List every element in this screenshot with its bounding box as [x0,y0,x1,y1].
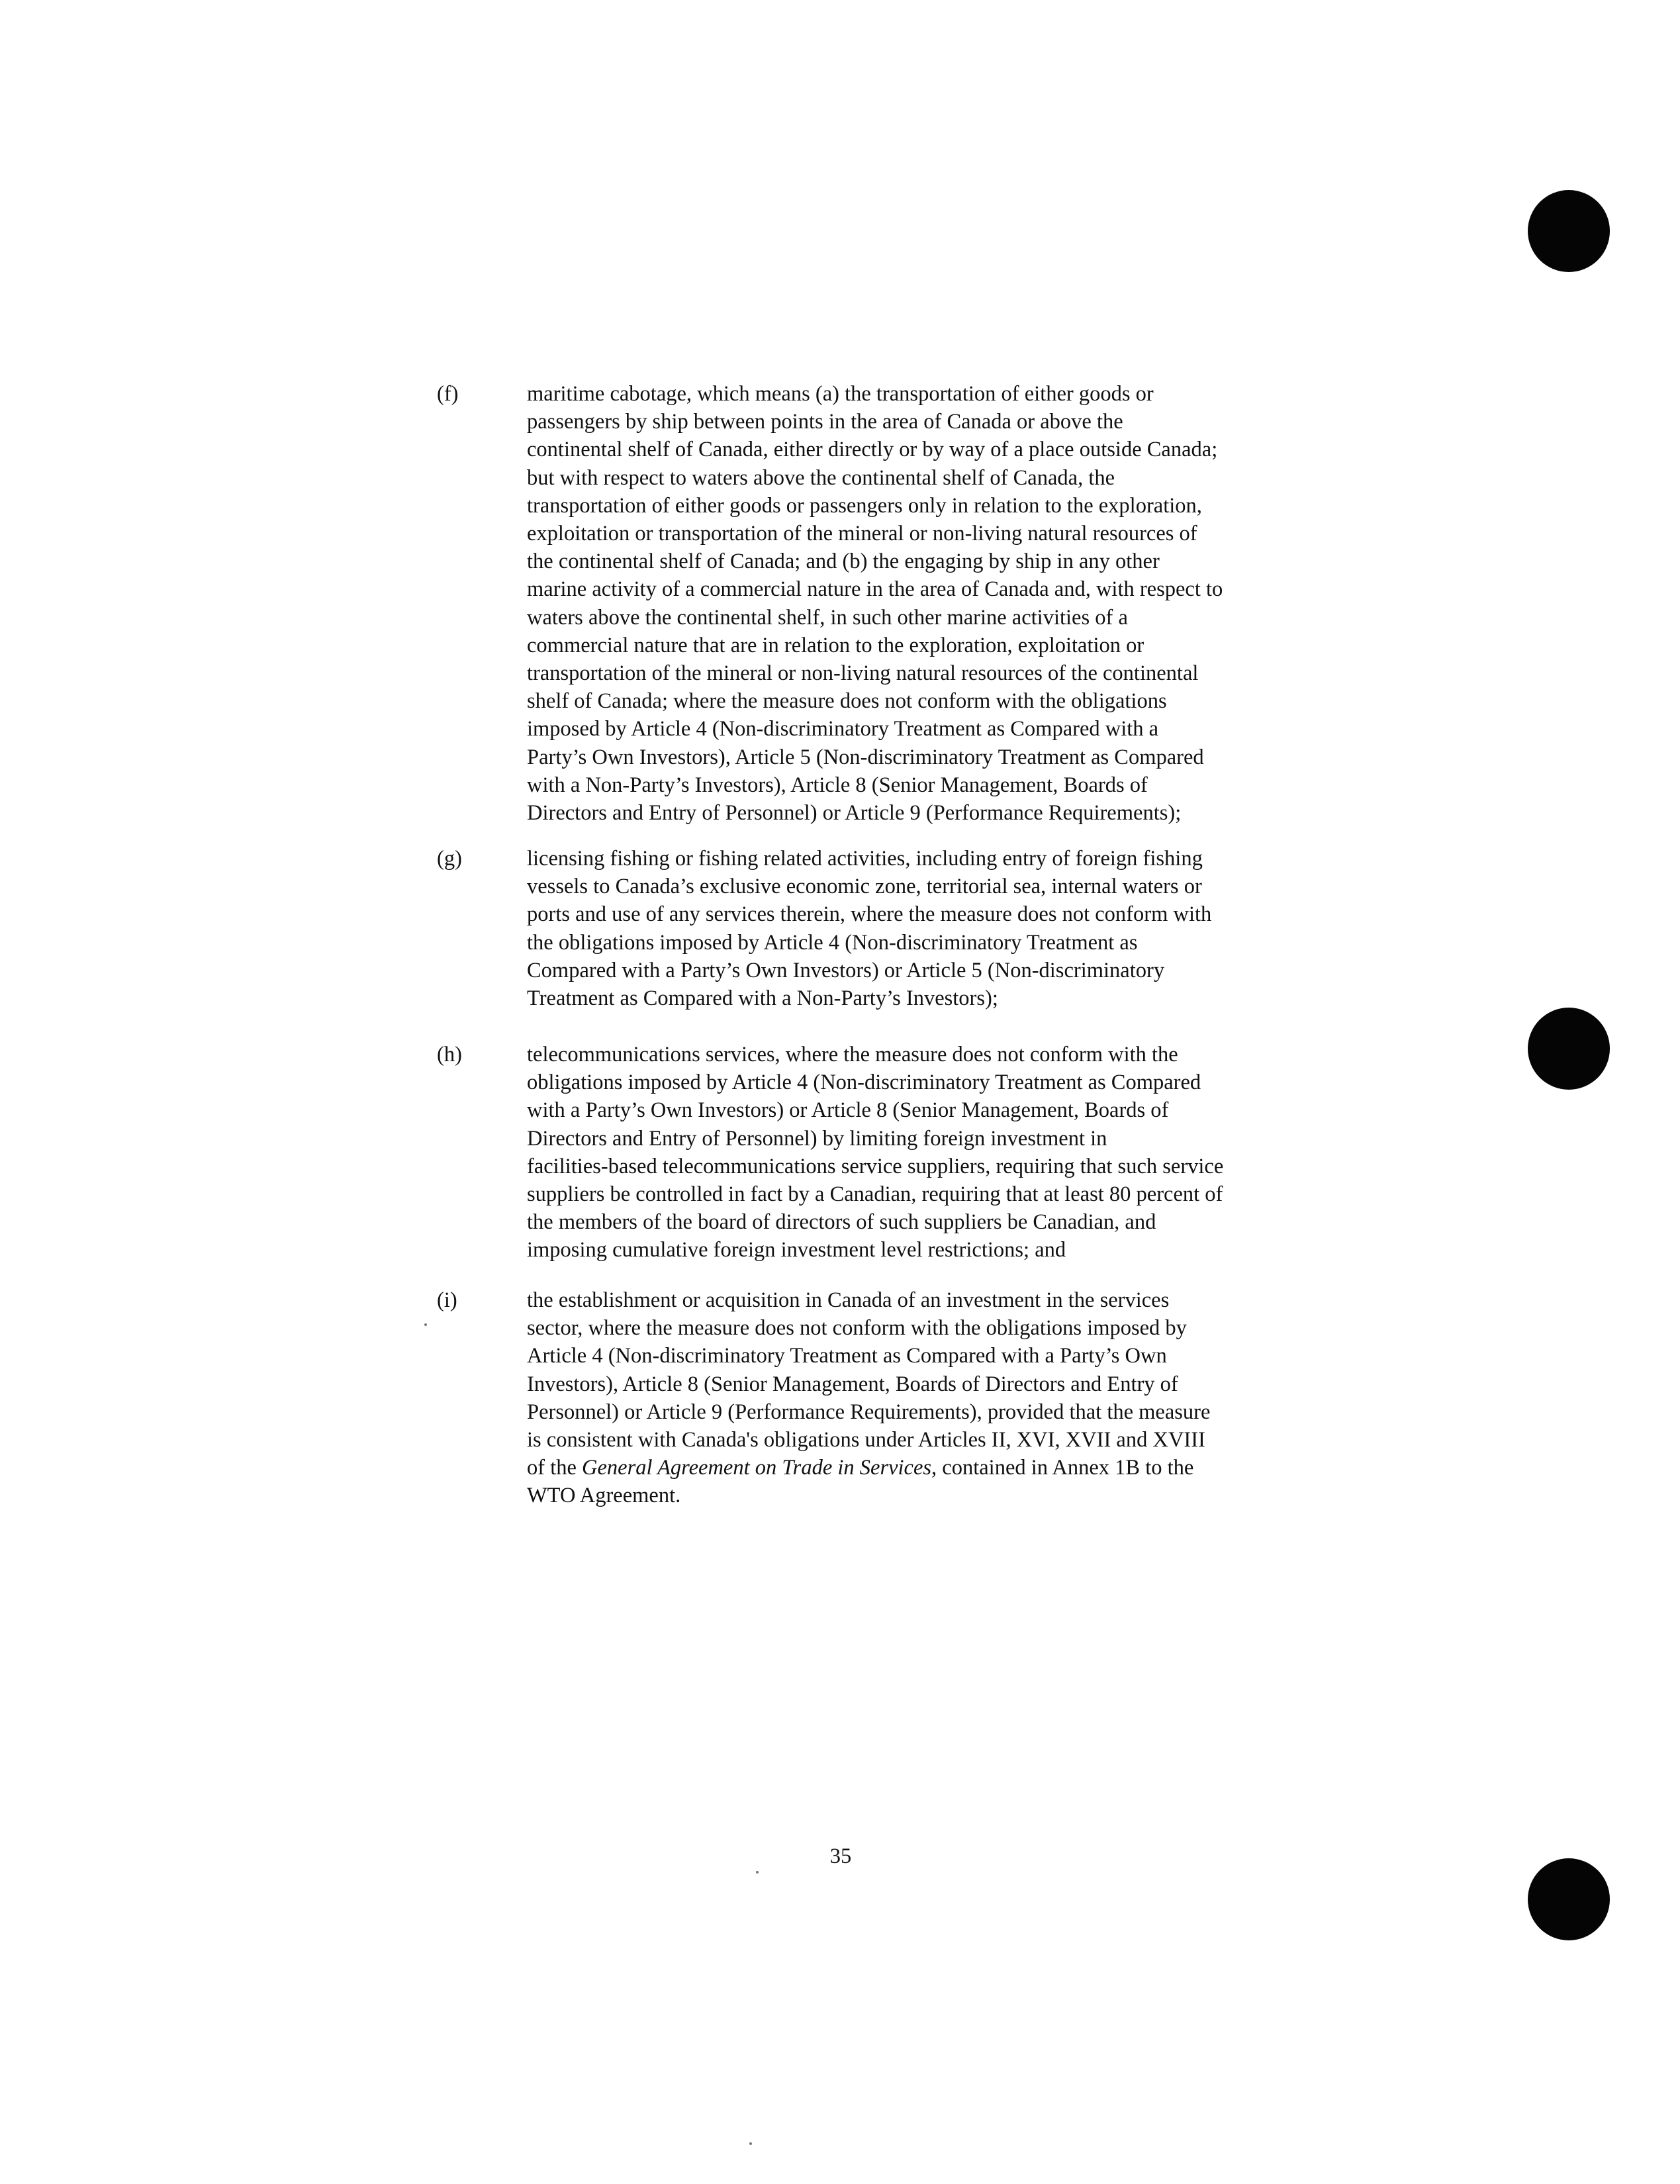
punch-hole-bottom [1528,1858,1610,1940]
text-line: Party’s Own Investors), Article 5 (Non-discriminatory Treatment as Compared [527,745,1204,769]
text-line: with a Party’s Own Investors) or Article 8 (Senior Management, Boards of [527,1098,1169,1123]
text-line: the continental shelf of Canada; and (b) the engaging by ship in any other [527,549,1160,574]
text-line: imposing cumulative foreign investment level restrictions; and [527,1238,1066,1262]
text-fragment: , contained in Annex 1B to the [931,1456,1194,1480]
text-line: shelf of Canada; where the measure does not conform with the obligations [527,689,1167,714]
scan-speck [424,1323,427,1326]
text-line: Treatment as Compared with a Non-Party’s Investors); [527,986,998,1011]
text-line: sector, where the measure does not conform with the obligations imposed by [527,1316,1187,1341]
clause-text [527,380,1421,827]
text-line: maritime cabotage, which means (a) the transportation of either goods or [527,382,1154,406]
text-line: ports and use of any services therein, where the measure does not conform with [527,902,1212,927]
punch-hole-middle [1528,1008,1610,1090]
clause-text [527,1041,1421,1264]
text-line: the obligations imposed by Article 4 (Non-discriminatory Treatment as [527,930,1138,955]
text-line: continental shelf of Canada, either directly or by way of a place outside Canada; [527,438,1218,462]
text-line: WTO Agreement. [527,1484,681,1508]
text-line: Directors and Entry of Personnel) by limiting foreign investment in [527,1126,1107,1151]
clause-marker: (h) [437,1043,462,1067]
text-line: imposed by Article 4 (Non-discriminatory Treatment as Compared with a [527,717,1159,741]
text-line: with a Non-Party’s Investors), Article 8 (Senior Management, Boards of [527,773,1148,797]
text-line: transportation of the mineral or non-living natural resources of the continental [527,661,1199,686]
clause-marker: (g) [437,847,462,871]
text-line: Compared with a Party’s Own Investors) or Article 5 (Non-discriminatory [527,958,1165,982]
text-line: telecommunications services, where the measure does not conform with the [527,1043,1178,1067]
scan-speck [749,2142,752,2145]
clause-text [527,845,1421,1012]
text-line: exploitation or transportation of the mineral or non-living natural resources of [527,522,1197,546]
text-line: the members of the board of directors of such suppliers be Canadian, and [527,1210,1156,1235]
text-line: commercial nature that are in relation to the exploration, exploitation or [527,633,1144,657]
clause-marker: (f) [437,382,459,406]
text-line: waters above the continental shelf, in such other marine activities of a [527,605,1128,630]
text-line: suppliers be controlled in fact by a Canadian, requiring that at least 80 percent of [527,1182,1223,1207]
page-number: 35 [829,1844,852,1868]
text-line: facilities-based telecommunications service suppliers, requiring that such service [527,1154,1224,1178]
text-line: obligations imposed by Article 4 (Non-discriminatory Treatment as Compared [527,1070,1201,1095]
text-fragment: of the [527,1456,583,1480]
text-line: Personnel) or Article 9 (Performance Requirements), provided that the measure [527,1400,1211,1424]
text-line: Article 4 (Non-discriminatory Treatment as Compared with a Party’s Own [527,1344,1167,1368]
text-line: but with respect to waters above the continental shelf of Canada, the [527,465,1115,490]
text-line: vessels to Canada’s exclusive economic zone, territorial sea, internal waters or [527,875,1202,899]
text-line: the establishment or acquisition in Canada of an investment in the services [527,1288,1170,1312]
clause-text [527,1286,1421,1510]
text-line: passengers by ship between points in the area of Canada or above the [527,410,1123,434]
scan-speck [756,1871,759,1874]
text-line: Investors), Article 8 (Senior Management, Boards of Directors and Entry of [527,1372,1178,1396]
gats-title: General Agreement on Trade in Services [582,1456,932,1480]
clause-marker: (i) [437,1288,457,1312]
text-line: is consistent with Canada's obligations under Articles II, XVI, XVII and XVIII [527,1428,1205,1452]
text-line: marine activity of a commercial nature in the area of Canada and, with respect to [527,577,1223,602]
text-line: licensing fishing or fishing related activities, including entry of foreign fishing [527,847,1203,871]
text-line: transportation of either goods or passengers only in relation to the exploration, [527,493,1202,518]
text-line [527,1454,1421,1482]
punch-hole-top [1528,190,1610,272]
text-line: Directors and Entry of Personnel) or Article 9 (Performance Requirements); [527,801,1182,826]
